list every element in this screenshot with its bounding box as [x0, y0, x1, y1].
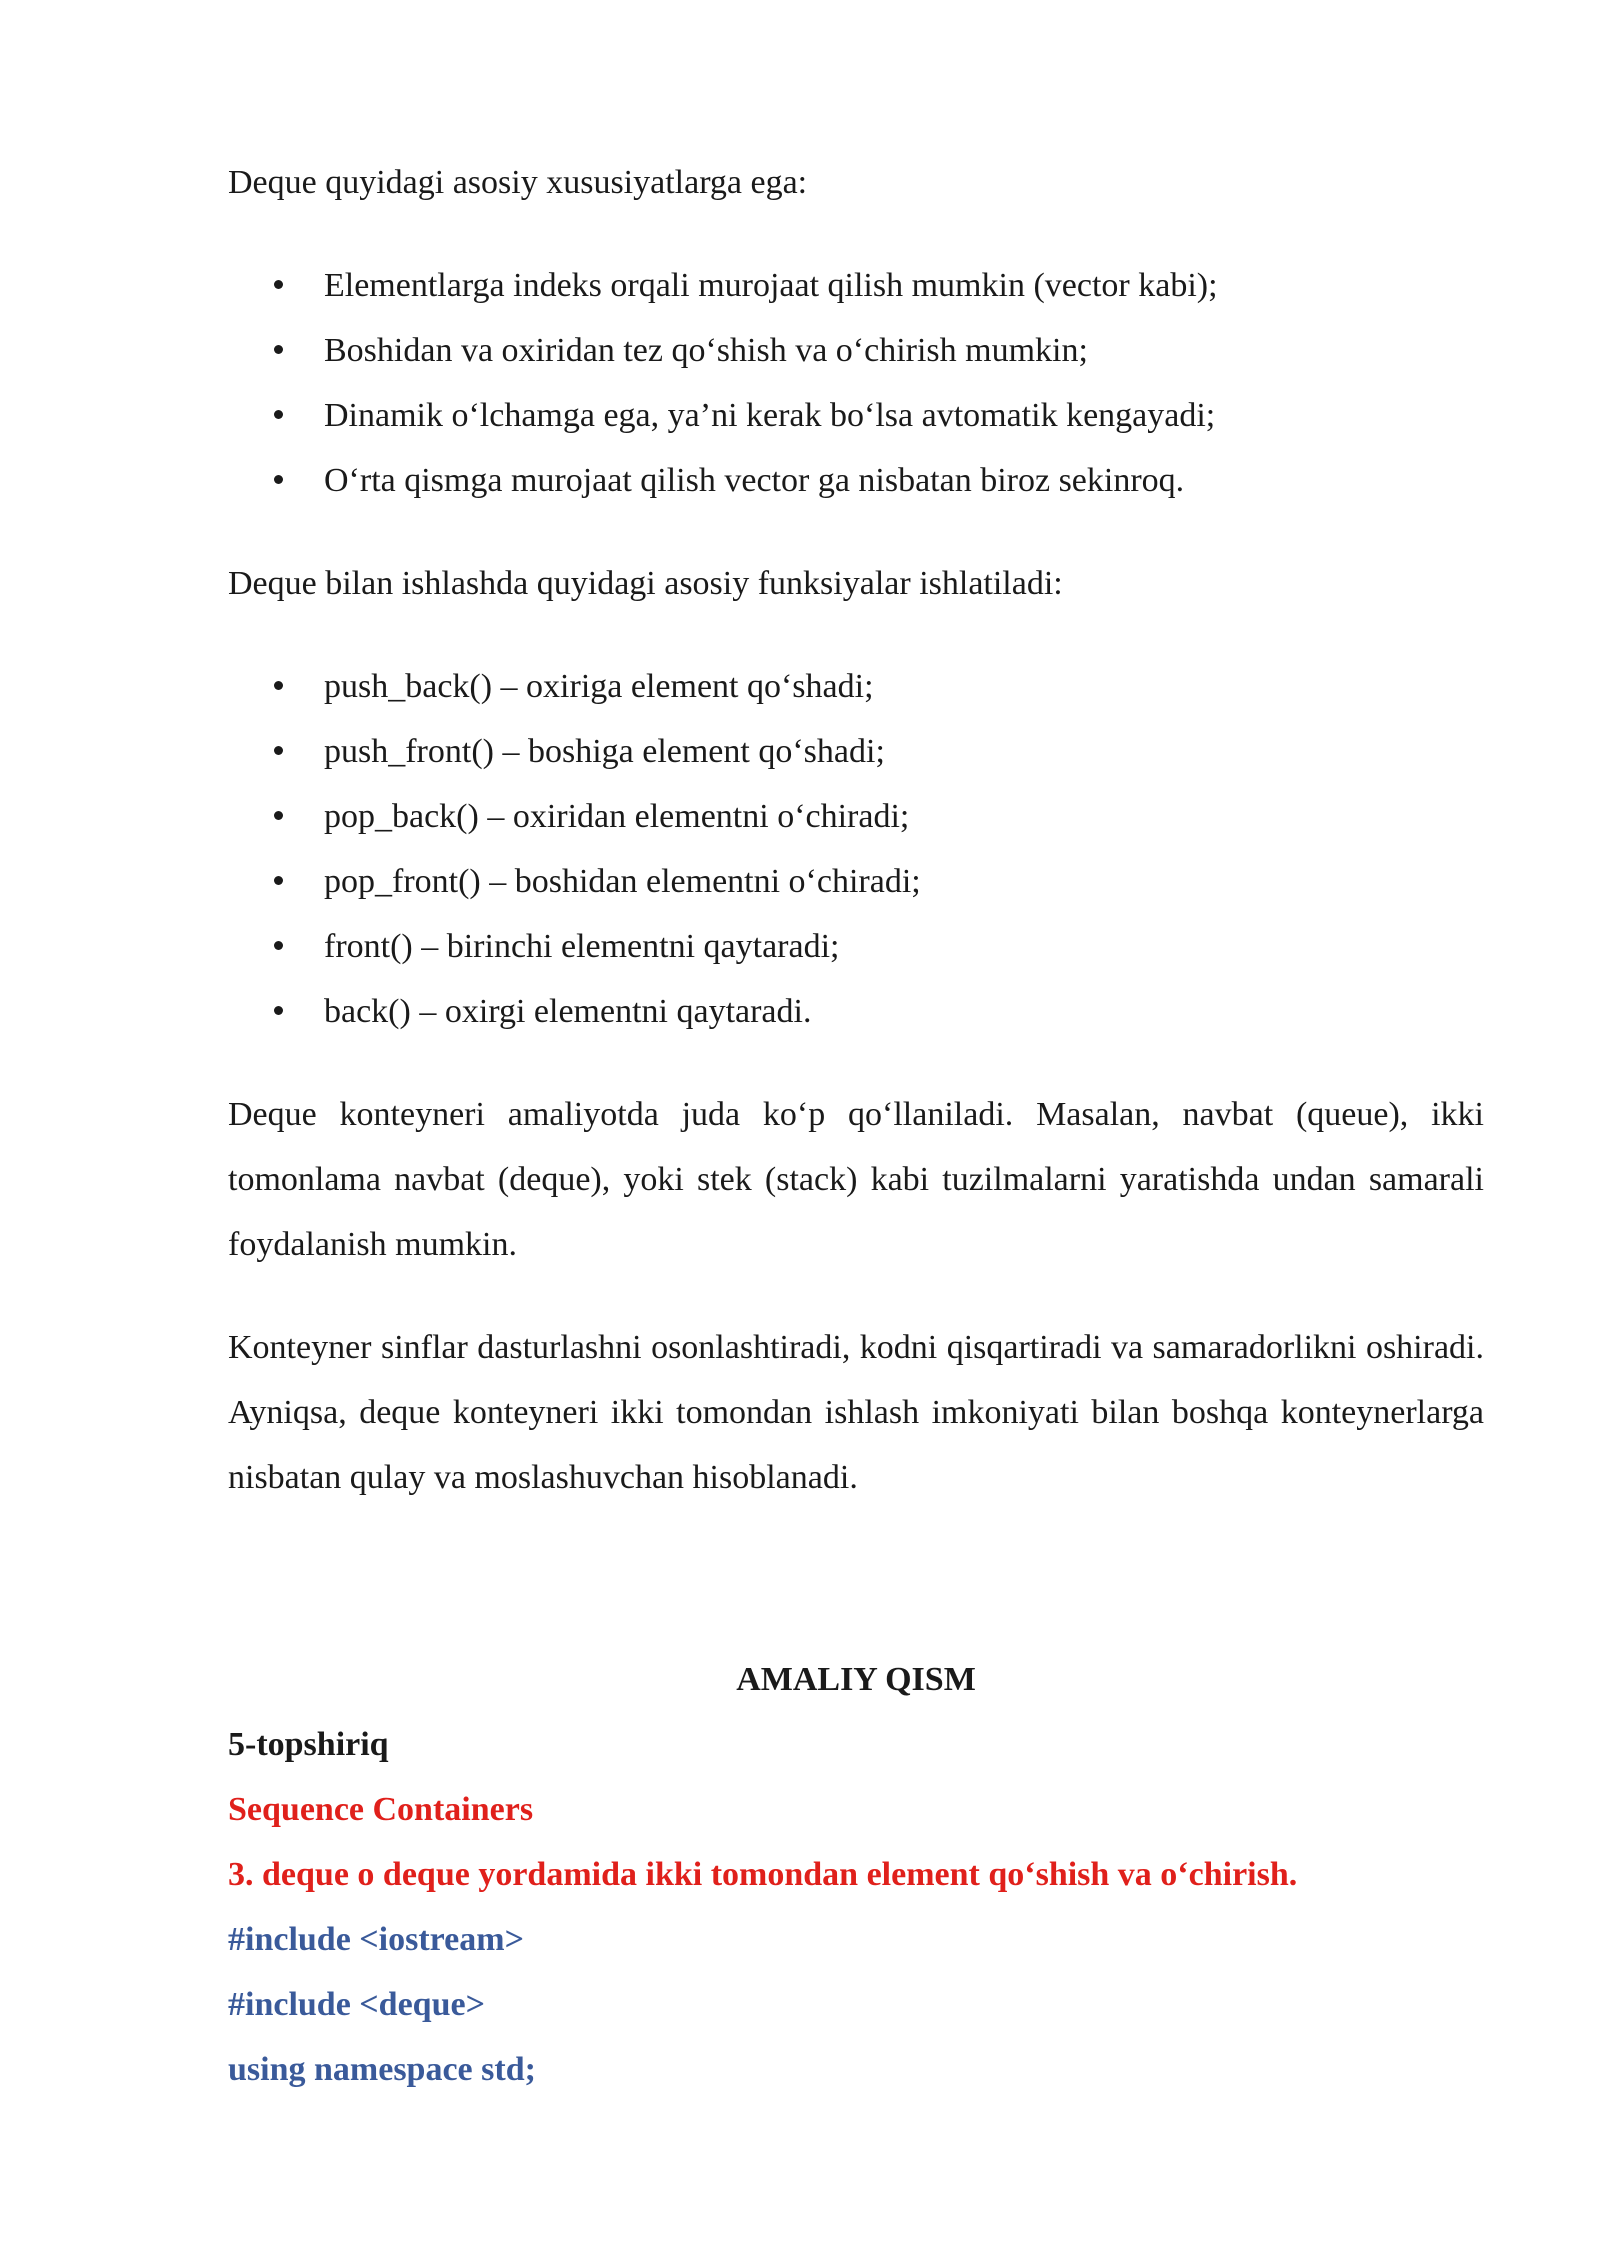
task-category: Sequence Containers — [228, 1791, 534, 1828]
list-item-text: Elementlarga indeks orqali murojaat qilish mumkin (vector kabi); — [324, 267, 1218, 304]
bullet-icon — [274, 876, 283, 885]
bullet-icon — [274, 280, 283, 289]
list-item-text: pop_back() – oxiridan elementni o‘chiradi; — [324, 798, 910, 835]
list-item — [228, 784, 1484, 849]
bullet-icon — [274, 475, 283, 484]
list-item — [228, 979, 1484, 1044]
list-item — [228, 719, 1484, 784]
bullet-icon — [274, 1006, 283, 1015]
list-item — [228, 849, 1484, 914]
task-title: 3. deque o deque yordamida ikki tomondan element qo‘shish va o‘chirish. — [228, 1856, 1298, 1893]
list-item — [228, 253, 1484, 318]
conclusion-paragraph: Konteyner sinflar dasturlashni osonlashtiradi, kodni qisqartiradi va samaradorlikni oshiradi. Ayniqsa, deque konteyneri ikki tomondan ishlash imkoniyati bilan boshqa konteynerlarga nisbatan qulay va moslashuvchan hisoblanadi. — [228, 1329, 1484, 1496]
list-item — [228, 318, 1484, 383]
list-item-text: Boshidan va oxiridan tez qo‘shish va o‘chirish mumkin; — [324, 332, 1088, 369]
functions-intro: Deque bilan ishlashda quyidagi asosiy funksiyalar ishlatiladi: — [228, 565, 1063, 602]
features-intro: Deque quyidagi asosiy xususiyatlarga ega: — [228, 164, 808, 201]
list-item — [228, 383, 1484, 448]
document-page — [228, 150, 1484, 2102]
features-list — [228, 253, 1484, 513]
code-line: #include <deque> — [228, 1986, 485, 2023]
list-item — [228, 914, 1484, 979]
list-item-text: Dinamik o‘lchamga ega, ya’ni kerak bo‘lsa avtomatik kengayadi; — [324, 397, 1216, 434]
code-line: using namespace std; — [228, 2051, 536, 2088]
bullet-icon — [274, 345, 283, 354]
list-item-text: back() – oxirgi elementni qaytaradi. — [324, 993, 812, 1030]
bullet-icon — [274, 941, 283, 950]
functions-list — [228, 654, 1484, 1044]
list-item — [228, 654, 1484, 719]
bullet-icon — [274, 681, 283, 690]
bullet-icon — [274, 746, 283, 755]
bullet-icon — [274, 410, 283, 419]
task-number: 5-topshiriq — [228, 1726, 389, 1763]
usage-paragraph: Deque konteyneri amaliyotda juda ko‘p qo‘llaniladi. Masalan, navbat (queue), ikki tomonlama navbat (deque), yoki stek (stack) kabi tuzilmalarni yaratishda undan samarali foydalanish mumkin. — [228, 1096, 1484, 1263]
list-item-text: pop_front() – boshidan elementni o‘chiradi; — [324, 863, 921, 900]
list-item-text: push_back() – oxiriga element qo‘shadi; — [324, 668, 874, 705]
list-item-text: push_front() – boshiga element qo‘shadi; — [324, 733, 885, 770]
list-item-text: front() – birinchi elementni qaytaradi; — [324, 928, 840, 965]
code-line: #include <iostream> — [228, 1921, 524, 1958]
list-item — [228, 448, 1484, 513]
section-heading: AMALIY QISM — [736, 1661, 976, 1698]
section-spacer — [228, 1548, 1484, 1647]
bullet-icon — [274, 811, 283, 820]
list-item-text: O‘rta qismga murojaat qilish vector ga nisbatan biroz sekinroq. — [324, 462, 1185, 499]
